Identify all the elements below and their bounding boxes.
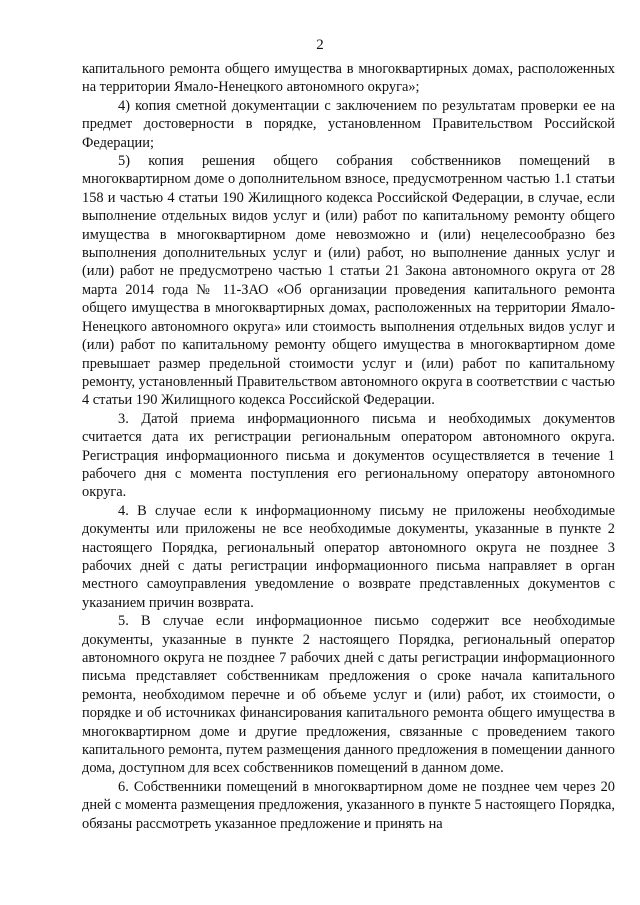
paragraph-section-5: 5. В случае если информационное письмо содержит все необходимые документы, указанные в пункте 2 настоящего Порядка, региональный оператор автономного округа не позднее 7 рабочих дней с даты регистрации информационного письма представляет собственникам предложения о сроке начала капитального ремонта, необходимом перечне и об объеме услуг и (или) работ, их стоимости, о порядке и об источниках финансирования капитального ремонта общего имущества в многоквартирном доме и другие предложения, связанные с проведением такого капитального ремонта, путем размещения данного предложения в помещении данного дома, доступном для всех собственников помещений в данном доме. xyxy=(82,613,615,777)
paragraph-section-6: 6. Собственники помещений в многоквартирном доме не позднее чем через 20 дней с момента размещения предложения, указанного в пункте 5 настоящего Порядка, обязаны рассмотреть указанное предложение и принять на xyxy=(82,778,615,832)
paragraph-section-4: 4. В случае если к информационному письму не приложены необходимые документы или приложены не все необходимые документы, указанные в пункте 2 настоящего Порядка, региональный оператор автономного округа не позднее 3 рабочих дней с даты регистрации информационного письма направляет в орган местного самоуправления уведомление о возврате представленных документов с указанием причин возврата. xyxy=(82,502,615,611)
paragraph-continuation: капитального ремонта общего имущества в многоквартирных домах, расположенных на территории Ямало-Ненецкого автономного округа»; xyxy=(82,61,615,96)
document-body xyxy=(82,60,615,833)
paragraph-item-5: 5) копия решения общего собрания собственников помещений в многоквартирном доме о дополнительном взносе, предусмотренном частью 1.1 статьи 158 и частью 4 статьи 190 Жилищного кодекса Российской Федерации, в случае, если выполнение отдельных видов услуг и (или) работ по капитальному ремонту общего имущества в многоквартирном доме невозможно и (или) нецелесообразно без выполнения дополнительных услуг и (или) работ, но выполнение данных услуг и (или) работ не предусмотрено частью 1 статьи 21 Закона автономного округа от 28 марта 2014 года № 11-ЗАО «Об организации проведения капитального ремонта общего имущества в многоквартирных домах, расположенных на территории Ямало-Ненецкого автономного округа» или стоимость выполнения отдельных видов услуг и (или) работ по капитальному ремонту общего имущества в многоквартирном доме превышает размер предельной стоимости услуг и (или) работ по капитальному ремонту, установленный Правительством автономного округа в соответствии с частью 4 статьи 190 Жилищного кодекса Российской Федерации. xyxy=(82,153,615,409)
paragraph-item-4: 4) копия сметной документации с заключением по результатам проверки ее на предмет достоверности в порядке, установленном Правительством Российской Федерации; xyxy=(82,97,615,151)
page-number: 2 xyxy=(316,37,324,53)
paragraph-section-3: 3. Датой приема информационного письма и необходимых документов считается дата их регистрации региональным оператором автономного округа. Регистрация информационного письма и документов осуществляется в течение 1 рабочего дня с момента поступления его региональному оператору автономного округа. xyxy=(82,410,615,501)
